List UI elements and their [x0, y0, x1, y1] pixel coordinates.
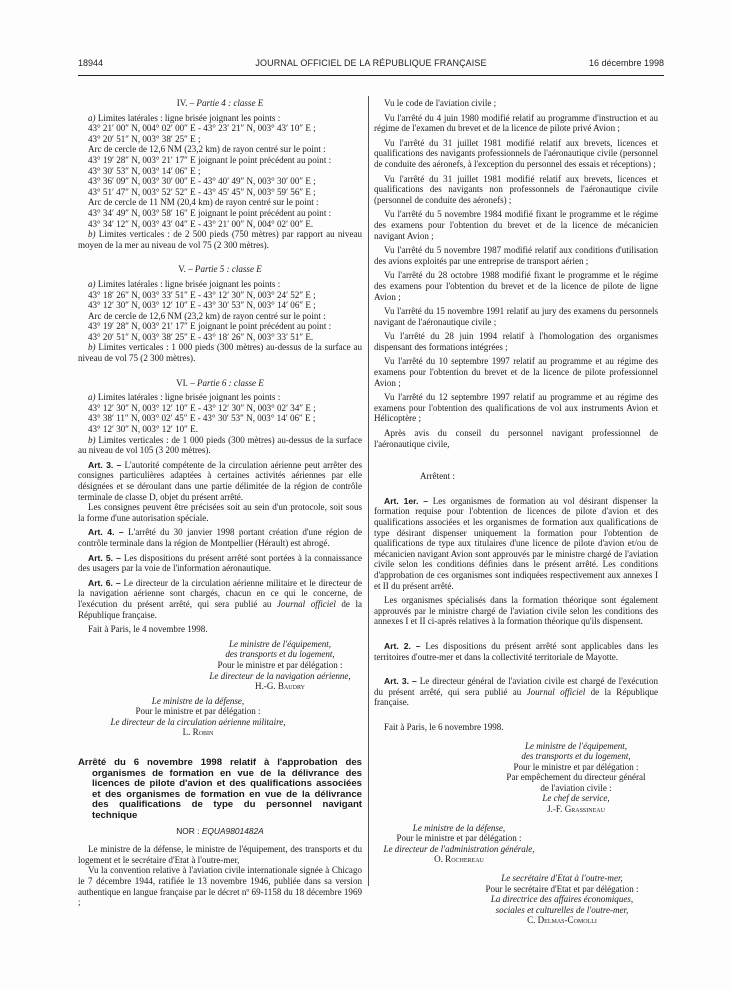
- vu-clause: Vu le code de l'aviation civile ;: [384, 98, 497, 108]
- sig-line: Le ministre de la défense,: [412, 822, 506, 833]
- coord-line: 43° 30′ 53″ N, 003° 14′ 06″ E ;: [88, 165, 201, 176]
- column-divider: [368, 96, 369, 886]
- right-column: [374, 98, 658, 926]
- article-label: Art. 1er. –: [384, 495, 429, 506]
- b-label: b): [88, 434, 96, 445]
- a-label: a): [88, 278, 96, 289]
- partie5-a: [78, 279, 362, 290]
- article-3-para2: Les consignes peuvent être précisées soit au sein d'un protocole, soit sous la forme d'une autorisation spéciale.: [78, 502, 362, 523]
- article-label: Art. 5. –: [88, 552, 121, 563]
- coord-join: 43° 19′ 28″ N, 003° 21′ 17″ E joignant le point précédent au point :: [88, 321, 332, 332]
- article-3-right: [374, 676, 658, 708]
- partie5-title: [78, 264, 362, 275]
- signatory-name: H.-G. Baudry: [255, 681, 305, 692]
- left-column: [78, 98, 362, 908]
- fait-a-paris: Fait à Paris, le 6 novembre 1998.: [384, 721, 504, 732]
- article-text: Les dispositions du présent arrêté sont portées à la connaissance des usagers par la voie de l'information aéronautique.: [78, 552, 363, 574]
- coord-line: 43° 21′ 00″ N, 004° 02′ 00″ E - 43° 23′ 21″ N, 003° 43′ 10″ E ;: [88, 123, 316, 134]
- partie4-a: [78, 113, 362, 124]
- page-header: [78, 58, 664, 74]
- partie5-b: [78, 342, 362, 363]
- coord-line: 43° 51′ 47″ N, 003° 52′ 52″ E - 43° 45′ 45″ N, 003° 59′ 56″ E ;: [88, 186, 316, 197]
- sig-line: Pour le secrétaire d'Etat et par délégation :: [485, 883, 639, 894]
- vu-clause: Vu l'arrêté du 15 novembre 1991 relatif au jury des examens du personnels navigant de l'aéronautique civile ;: [374, 306, 658, 327]
- article-2: [374, 641, 658, 662]
- article-label: Art. 3. –: [88, 459, 122, 470]
- decree-intro: Le ministre de la défense, le ministre de l'équipement, des transports et du logement et le secrétaire d'Etat à l'outre-mer,: [78, 844, 362, 865]
- coord-line: 43° 12′ 30″ N, 003° 12′ 10″ E - 43° 12′ 30″ N, 003° 02′ 34″ E ;: [88, 402, 316, 413]
- sig-line: Le ministre de la défense,: [151, 695, 245, 706]
- article-1-para2: Les organismes spécialisés dans la formation théorique sont également approuvés par le ministre chargé de l'aviation civile selon les conditions des annexes I et II ci-après relatives à la formation théorique qu'ils dispensent.: [374, 595, 658, 627]
- issue-date: 16 décembre 1998: [588, 58, 664, 68]
- sig-line: Le secrétaire d'Etat à l'outre-mer,: [501, 873, 623, 884]
- sig-line: Le directeur de la circulation aérienne militaire,: [110, 716, 286, 727]
- b-label: b): [88, 229, 96, 240]
- decree-heading: Arrêté du 6 novembre 1998 relatif à l'approbation des organismes de formation en vue de la délivrance des licences de pilote d'avion et des qualifications associées et des organismes de formation en vue de la délivrance des qualifications de type du personnel navigant technique: [78, 757, 362, 822]
- article-label: Art. 4. –: [88, 527, 124, 538]
- signatory-name: L. Robin: [182, 727, 214, 738]
- apres-avis: Après avis du conseil du personnel navigant professionnel de l'aéronautique civile,: [374, 428, 658, 449]
- vu-clause: Vu l'arrêté du 12 septembre 1997 relatif au programme et au régime des examens pour l'obtention des qualifications de vol aux instruments Avion et Hélicoptère ;: [374, 392, 658, 424]
- sig-line: Le directeur de l'administration générale,: [383, 843, 535, 854]
- vu-clause: Vu l'arrêté du 10 septembre 1997 relatif au programme et au régime des examens pour l'obtention du brevet et de la licence de pilote professionnel Avion ;: [374, 356, 658, 388]
- coord-line: 43° 20′ 51″ N, 003° 38′ 25″ E - 43° 18′ 26″ N, 003° 33′ 51″ E.: [88, 331, 314, 342]
- sig-line: Le ministre de l'équipement,: [228, 638, 332, 649]
- sig-line: Le ministre de l'équipement,: [524, 740, 628, 751]
- sig-line: des transports et du logement,: [521, 751, 631, 762]
- b-label: b): [88, 342, 96, 353]
- article-1: [374, 496, 658, 591]
- header-rule: [78, 75, 664, 76]
- b-text: Limites verticales : de 1 000 pieds (300 mètres) au-dessus de la surface au niveau de vol 105 (3 200 mètres).: [78, 434, 362, 456]
- sig-line: Le directeur de la navigation aérienne,: [209, 670, 351, 681]
- partie5-title-text: Partie 5 : classe E: [194, 264, 262, 275]
- signatory-name: J.-F. Grassineau: [547, 804, 605, 815]
- sig-line: Pour le ministre et par délégation :: [513, 761, 639, 772]
- article-label: Art. 6. –: [88, 577, 121, 588]
- page-number: 18944: [78, 58, 104, 68]
- sig-line: Pour le ministre et par délégation :: [135, 706, 261, 717]
- a-label: a): [88, 112, 96, 123]
- nor-value: EQUA9801482A: [201, 825, 264, 836]
- sig-line: de l'aviation civile :: [540, 782, 612, 793]
- partie6-a: [78, 392, 362, 403]
- vu-clause: Vu l'arrêté du 31 juillet 1981 modifié relatif aux brevets, licences et qualifications des navigants non professonnels de l'aéronautique civile (personnel de conduite des aéronefs) ;: [374, 173, 658, 205]
- journal-title: JOURNAL OFFICIEL DE LA RÉPUBLIQUE FRANÇAISE: [255, 58, 487, 68]
- article-4: [78, 527, 362, 548]
- journal-officiel-ref: Journal officiel: [526, 686, 586, 697]
- decree-vu-convention: Vu la convention relative à l'aviation civile internationale signée à Chicago le 7 décembre 1944, ratifiée le 13 novembre 1946, publiée dans sa version authentique en langue française par le décret nº 69-1158 du 18 décembre 1969 ;: [78, 865, 362, 908]
- partie4-num: IV. –: [176, 98, 195, 108]
- article-text: Le directeur général de l'aviation civile est chargé de l'exécution du présent arrêté, qui sera publié au: [374, 676, 658, 697]
- article-text-end: de la République française.: [78, 598, 363, 620]
- partie4-b: [78, 229, 362, 250]
- coord-line: 43° 12′ 30″ N, 003° 12′ 10″ E - 43° 30′ 53″ N, 003° 14′ 06″ E ;: [88, 300, 316, 311]
- article-text: Les dispositions du présent arrêté sont applicables dans les territoires d'outre-mer et dans la collectivité territoriale de Mayotte.: [374, 640, 658, 662]
- a-text: Limites latérales : ligne brisée joignant les points :: [97, 278, 281, 289]
- article-3: [78, 460, 362, 502]
- article-text: L'autorité compétente de la circulation aérienne peut arrêter des consignes particulières adaptées à certaines activités aériennes par elle désignées et se déroulant dans une partie délimitée de la région de contrôle terminale de classe D, objet du présent arrêté.: [78, 459, 362, 502]
- journal-officiel-ref: Journal officiel: [277, 598, 336, 609]
- arc-text: Arc de cercle de 12,6 NM (23,2 km) de rayon centré sur le point :: [88, 310, 326, 321]
- partie6-title: [78, 378, 362, 389]
- arretent: Arrêtent :: [420, 471, 455, 482]
- a-text: Limites latérales : ligne brisée joignant les points :: [97, 112, 281, 123]
- partie6-title-text: Partie 6 : classe E: [197, 377, 264, 388]
- sig-line: sociales et culturelles de l'outre-mer,: [495, 904, 629, 915]
- coord-line: 43° 18′ 26″ N, 003° 33′ 51″ E - 43° 12′ 30″ N, 003° 24′ 52″ E ;: [88, 289, 316, 300]
- partie5-num: V. –: [178, 264, 193, 275]
- article-text: Le directeur de la circulation aérienne militaire et le directeur de la navigation aérienne sont chargés, chacun en ce qui le concerne, de l'exécution du présent arrêté, qui sera publié au: [78, 577, 362, 609]
- sig-line: La directrice des affaires économiques,: [490, 894, 634, 905]
- sig-line: Pour le ministre et par délégation :: [396, 833, 522, 844]
- coord-line: 43° 34′ 12″ N, 003° 43′ 04″ E - 43° 21′ 00″ N, 004° 02′ 00″ E.: [88, 218, 314, 229]
- article-label: Art. 3. –: [384, 676, 417, 687]
- signatory-name: O. Rochereau: [434, 854, 484, 865]
- coord-line: 43° 19′ 28″ N, 003° 21′ 17″ E joignant le point précédent au point :: [88, 154, 332, 165]
- sig-line: Le chef de service,: [542, 793, 610, 804]
- nor-reference: [78, 826, 362, 837]
- arc-text: Arc de cercle de 12,6 NM (23,2 km) de rayon centré sur le point :: [88, 144, 326, 155]
- signatory-name: C. Delmas-Comolli: [527, 915, 597, 926]
- article-text: Les organismes de formation au vol désirant dispenser la formation requise pour l'obtention de licences de pilote d'avion et des qualifications associées et les organismes de formation aux qualifications de type désirant dispenser uniquement la formation pour l'obtention de qualifications de type aux titulaires d'une licence de pilote d'avion et/ou de mécanicien navigant Avion sont approuvés par le ministre chargé de l'aviation civile selon les conditions définies dans le présent arrêté. Les conditions d'approbation de ces organismes sont indiquées respectivement aux annexes I et II du présent arrêté.: [374, 495, 659, 591]
- a-text: Limites latérales : ligne brisée joignant les points :: [97, 392, 281, 403]
- vu-clause: Vu l'arrêté du 28 octobre 1988 modifié fixant le programme et le régime des examens pour l'obtention du brevet et de la licence de pilote de ligne Avion ;: [374, 270, 658, 302]
- vu-clause: Vu l'arrêté du 28 juin 1994 relatif à l'homologation des organismes dispensant des formations intégrées ;: [374, 331, 658, 352]
- vu-clause: Vu l'arrêté du 5 novembre 1987 modifié relatif aux conditions d'utilisation des avions exploités par une entreprise de transport aérien ;: [374, 245, 658, 266]
- partie4-title: [78, 98, 362, 109]
- sig-line: Pour le ministre et par délégation :: [217, 659, 343, 670]
- coord-line: 43° 20′ 51″ N, 003° 38′ 25″ E ;: [88, 133, 201, 144]
- sig-line: des transports et du logement,: [225, 649, 335, 660]
- arc-text: Arc de cercle de 11 NM (20,4 km) de rayon centré sur le point :: [88, 197, 319, 208]
- article-text-end: de la République française.: [374, 686, 659, 708]
- vu-clause: Vu l'arrêté du 31 juillet 1981 modifié relatif aux brevets, licences et qualifications des navigants professionnels de l'aéronautique civile (personnel de conduite des aéronefs, à l'exception du personnel des essais et réceptions) ;: [374, 137, 658, 169]
- coord-line: 43° 36′ 09″ N, 003° 30′ 00″ E - 43° 40′ 49″ N, 003° 30′ 00″ E ;: [88, 176, 316, 187]
- partie4-title-text: Partie 4 : classe E: [196, 98, 264, 108]
- nor-label: NOR :: [176, 825, 200, 836]
- coord-line: 43° 38′ 11″ N, 003° 02′ 45″ E - 43° 30′ 53″ N, 003° 14′ 06″ E ;: [88, 413, 316, 424]
- b-text: Limites verticales : de 2 500 pieds (750 mètres) par rapport au niveau moyen de la mer au niveau de vol 75 (2 300 mètres).: [78, 229, 362, 250]
- signature-block-outre-mer: [466, 873, 658, 926]
- article-5: [78, 553, 362, 574]
- a-label: a): [88, 392, 96, 403]
- partie6-num: VI. –: [176, 377, 195, 388]
- b-text: Limites verticales : 1 000 pieds (300 mètres) au-dessus de la surface au niveau de vol 75 (2 300 mètres).: [78, 342, 362, 364]
- article-text: L'arrêté du 30 janvier 1998 portant création d'une région de contrôle terminale dans la région de Montpellier (Hérault) est abrogé.: [78, 527, 362, 548]
- sig-line: Par empêchement du directeur général: [506, 772, 646, 783]
- fait-a-paris: Fait à Paris, le 4 novembre 1998.: [88, 624, 208, 635]
- partie6-b: [78, 435, 362, 456]
- coord-line: 43° 12′ 30″ N, 003° 12′ 10″ E.: [88, 424, 198, 435]
- article-6: [78, 578, 362, 620]
- coord-line: 43° 34′ 49″ N, 003° 58′ 16″ E joignant le point précédent au point :: [88, 207, 332, 218]
- signature-block-defense: [374, 823, 544, 865]
- article-label: Art. 2. –: [384, 640, 421, 651]
- signature-block-equipement: [494, 741, 658, 815]
- vu-clause: Vu l'arrêté du 4 juin 1980 modifié relatif au programme d'instruction et au régime de l'examen du brevet et de la licence de pilote privé Avion ;: [374, 112, 658, 134]
- vu-clause: Vu l'arrêté du 5 novembre 1984 modifié fixant le programme et le régime des examens pour l'obtention du brevet et de la licence de mécanicien navigant Avion ;: [374, 209, 658, 241]
- signature-block-defense: [78, 696, 318, 738]
- signature-block-equipement: [198, 639, 362, 692]
